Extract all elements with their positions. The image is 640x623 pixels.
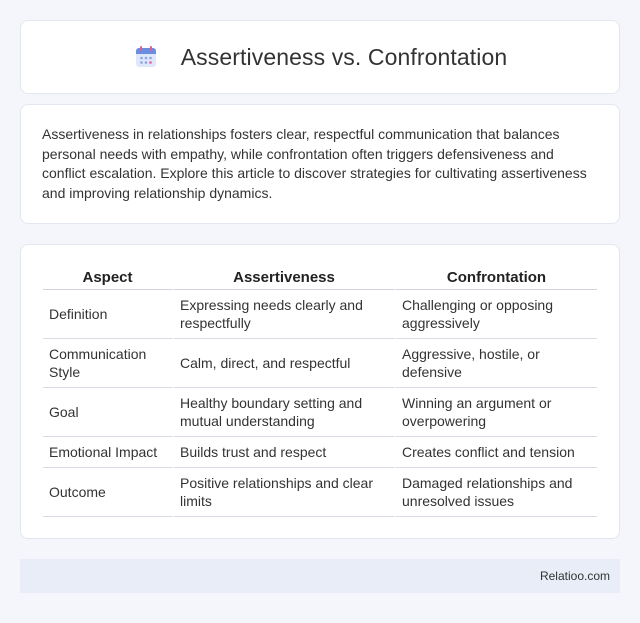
table-row [43,437,597,468]
table-row [43,290,597,339]
column-header-confrontation: Confrontation [396,265,597,290]
table-cell-assertiveness: Builds trust and respect [174,437,396,468]
column-header-assertiveness: Assertiveness [174,265,396,290]
calendar-icon [133,44,159,70]
footer-bar [20,559,620,593]
table-cell-confrontation: Damaged relationships and unresolved issues [396,468,597,517]
page-title: Assertiveness vs. Confrontation [180,43,508,70]
header-card [20,20,620,94]
table-row [43,339,597,388]
column-header-aspect: Aspect [43,265,174,290]
table-cell-confrontation: Winning an argument or overpowering [396,388,597,437]
table-cell-aspect: Communication Style [43,339,174,388]
table-cell-confrontation: Aggressive, hostile, or defensive [396,339,597,388]
table-cell-aspect: Outcome [43,468,174,517]
table-cell-assertiveness: Healthy boundary setting and mutual understanding [174,388,396,437]
table-cell-assertiveness: Expressing needs clearly and respectfully [174,290,396,339]
table-cell-confrontation: Challenging or opposing aggressively [396,290,597,339]
table-row [43,468,597,517]
table-row [43,388,597,437]
comparison-table [43,265,597,517]
table-cell-aspect: Definition [43,290,174,339]
table-header-row [43,265,597,290]
table-cell-assertiveness: Calm, direct, and respectful [174,339,396,388]
intro-card [20,104,620,224]
comparison-card [20,244,620,539]
footer-brand[interactable]: Relatioo.com [539,569,610,583]
table-cell-confrontation: Creates conflict and tension [396,437,597,468]
table-cell-aspect: Goal [43,388,174,437]
table-cell-assertiveness: Positive relationships and clear limits [174,468,396,517]
intro-paragraph: Assertiveness in relationships fosters clear, respectful communication that balances personal needs with empathy, while confrontation often triggers defensiveness and conflict escalation. Explore this article to discover strategies for cultivating assertiveness and improving relationship dynamics. [42,126,587,201]
table-cell-aspect: Emotional Impact [43,437,174,468]
